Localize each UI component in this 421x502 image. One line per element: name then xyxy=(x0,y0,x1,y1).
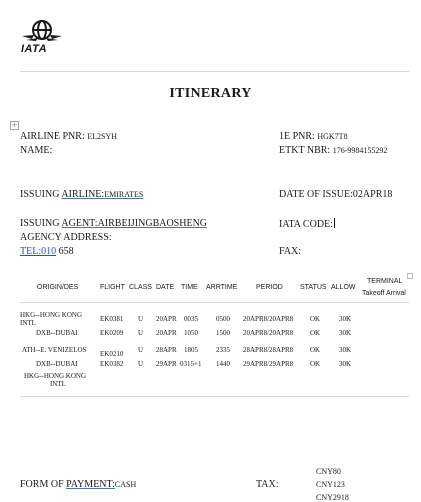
cell-time: 0315+1 xyxy=(180,360,202,368)
tax-line: CNY80 xyxy=(316,467,341,476)
fax-label: FAX: xyxy=(279,246,302,257)
issuing-agent-value: AIRBEIJINGBAOSHENG xyxy=(97,218,208,229)
airline-pnr xyxy=(20,131,117,142)
cell-arrtime: 1440 xyxy=(216,360,230,368)
tax-line: CNY123 xyxy=(316,480,345,489)
cell-date: 29APR xyxy=(156,360,177,368)
col-flight: FLIGHT xyxy=(100,284,125,291)
cell-allow: 30K xyxy=(339,346,352,354)
cell-class: U xyxy=(138,329,144,337)
col-time: TIME xyxy=(181,284,198,291)
payment-value: CASH xyxy=(114,480,137,489)
col-terminal: TERMINAL xyxy=(367,278,403,285)
table-header-divider xyxy=(20,302,409,303)
col-status: STATUS xyxy=(300,284,327,291)
tax-line: CNY2918 xyxy=(316,493,349,502)
name-label: NAME: xyxy=(20,145,53,156)
cell-class: U xyxy=(138,346,144,354)
etkt-value: 176-9984155292 xyxy=(332,146,388,155)
issuing-agent-word: AGENT: xyxy=(61,218,98,229)
issuing-agent xyxy=(20,218,207,229)
cell-origin: HKG--HONG KONG xyxy=(20,311,83,319)
issuing-airline-value: EMIRATES xyxy=(104,190,144,199)
cell-time: 1805 xyxy=(184,346,198,354)
cell-status: OK xyxy=(310,360,321,368)
e1-pnr-label: 1E PNR: xyxy=(279,131,315,142)
date-of-issue-label: DATE OF ISSUE: xyxy=(279,189,353,200)
final-destination-line2: INTL xyxy=(50,380,66,388)
text-cursor xyxy=(334,218,335,228)
date-of-issue-value: 02APR18 xyxy=(352,189,393,200)
cell-period: 20APR8/20APR8 xyxy=(243,329,294,337)
cell-class: U xyxy=(138,315,144,323)
cell-time: 1050 xyxy=(184,329,198,337)
issuing-airline xyxy=(20,189,143,200)
cell-allow: 30K xyxy=(339,329,352,337)
cell-status: OK xyxy=(310,329,321,337)
airline-pnr-value: EL2SYH xyxy=(87,132,118,141)
cell-allow: 30K xyxy=(339,360,352,368)
cell-date: 28APR xyxy=(156,346,177,354)
date-of-issue xyxy=(279,189,392,200)
divider xyxy=(20,71,409,72)
col-class: CLASS xyxy=(129,284,152,291)
tax-amounts xyxy=(316,465,349,502)
issuing-airline-word: AIRLINE: xyxy=(61,189,105,200)
cell-flight: EK0381 xyxy=(100,315,124,323)
table-corner-marker xyxy=(407,273,413,279)
e1-pnr-value: HGK7T8 xyxy=(317,132,348,141)
cell-status: OK xyxy=(310,315,321,323)
e1-pnr xyxy=(279,131,348,142)
tel-number: 658 xyxy=(58,246,74,257)
col-arrtime: ARRTIME xyxy=(206,284,238,291)
cell-period: 29APR8/29APR8 xyxy=(243,360,294,368)
cell-origin: DXB--DUBAI xyxy=(36,360,78,368)
col-takeoff-arrival: Takeoff Arrival xyxy=(362,290,406,297)
issuing-airline-prefix: ISSUING xyxy=(20,189,62,200)
cell-arrtime: 1500 xyxy=(216,329,230,337)
payment-word: PAYMENT: xyxy=(66,479,115,490)
table-bottom-divider xyxy=(20,396,409,397)
telephone xyxy=(20,246,74,257)
form-of-payment xyxy=(20,479,136,490)
col-period: PERIOD xyxy=(256,284,283,291)
airline-pnr-label: AIRLINE PNR: xyxy=(20,131,85,142)
cell-origin: ATH--E. VENIZELOS xyxy=(22,346,87,354)
cell-flight: EK0382 xyxy=(100,360,124,368)
issuing-agent-prefix: ISSUING xyxy=(20,218,62,229)
cell-origin: DXB--DUBAI xyxy=(36,329,78,337)
etkt-label: ETKT NBR: xyxy=(279,145,331,156)
tax-label: TAX: xyxy=(256,479,279,490)
cell-flight: EK0209 xyxy=(100,329,124,337)
col-date: DATE xyxy=(156,284,175,291)
cell-arrtime: 0500 xyxy=(216,315,230,323)
cell-date: 20APR xyxy=(156,329,177,337)
cell-flight: EK0210 xyxy=(100,350,124,358)
final-destination: HKG--HONG KONG xyxy=(24,372,87,380)
cell-class: U xyxy=(138,360,144,368)
tel-link-code[interactable]: 010 xyxy=(41,246,57,257)
cell-date: 20APR xyxy=(156,315,177,323)
iata-code[interactable] xyxy=(279,218,335,230)
cell-allow: 30K xyxy=(339,315,352,323)
agency-address-label: AGENCY ADDRESS: xyxy=(20,232,112,243)
page-title: ITINERARY xyxy=(169,86,252,101)
col-allow: ALLOW xyxy=(331,284,356,291)
cell-period: 20APR8/20APR8 xyxy=(243,315,294,323)
col-origin-des: ORIGIN/DES xyxy=(37,284,79,291)
move-handle-icon[interactable]: + xyxy=(11,121,18,129)
tel-link-label[interactable]: TEL: xyxy=(20,246,42,257)
payment-prefix: FORM OF xyxy=(20,479,67,490)
logo-wordmark: IATA xyxy=(21,43,48,55)
cell-time: 0035 xyxy=(184,315,198,323)
cell-origin-line2: INTL xyxy=(20,319,36,327)
etkt-number xyxy=(279,145,387,156)
cell-arrtime: 2335 xyxy=(216,346,230,354)
iata-code-label: IATA CODE: xyxy=(279,219,333,230)
cell-period: 28APR8/28APR8 xyxy=(243,346,294,354)
cell-status: OK xyxy=(310,346,321,354)
